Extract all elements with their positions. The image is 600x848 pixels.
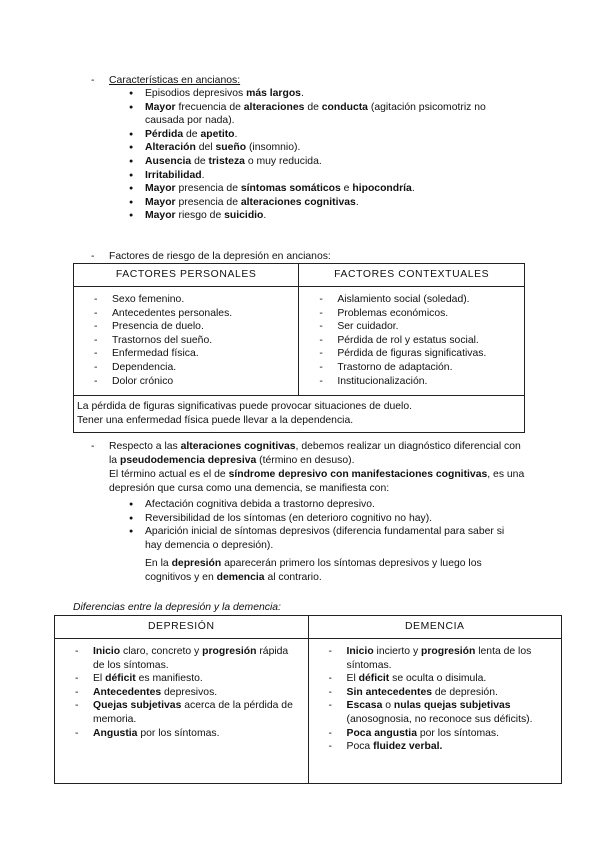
dash-bullet: - — [91, 75, 95, 86]
list-item: - Escasa o nulas quejas subjetivas (anosognosia, no reconoce sus déficits). — [327, 699, 553, 726]
list-item: - Trastornos del sueño. — [92, 334, 298, 348]
section-title-factores: Factores de riesgo de la depresión en ancianos: — [109, 251, 331, 262]
list-item: ● Afectación cognitiva debida a trastorno depresivo. — [129, 498, 521, 512]
depression-vs-dementia-note: En la depresión aparecerán primero los síntomas depresivos y luego los cognitivos y en demencia al contrario. — [145, 558, 482, 583]
header-demencia: DEMENCIA — [308, 616, 561, 639]
list-item: - Angustia por los síntomas. — [73, 727, 294, 741]
list-item: - Institucionalización. — [317, 375, 524, 389]
list-item: ● Aparición inicial de síntomas depresivos (diferencia fundamental para saber si hay demencia o depresión). — [129, 525, 521, 552]
header-personal: FACTORES PERSONALES — [74, 264, 299, 287]
depresion-list — [73, 645, 294, 740]
list-item: - Presencia de duelo. — [92, 320, 298, 334]
risk-factors-table — [73, 263, 525, 433]
header-depresion: DEPRESIÓN — [55, 616, 309, 639]
manifestations-list — [129, 498, 521, 552]
list-item: - Problemas económicos. — [317, 307, 524, 321]
list-item: - Inicio claro, concreto y progresión rápida de los síntomas. — [73, 645, 294, 672]
list-item: - Poca angustia por los síntomas. — [327, 727, 553, 741]
list-item: - Sexo femenino. — [92, 293, 298, 307]
list-item: ● Episodios depresivos más largos. — [129, 87, 519, 101]
list-item: - Inicio incierto y progresión lenta de los síntomas. — [327, 645, 553, 672]
list-item: ● Mayor riesgo de suicidio. — [129, 209, 519, 223]
list-item: ● Ausencia de tristeza o muy reducida. — [129, 155, 519, 169]
list-item: - Dolor crónico — [92, 375, 298, 389]
depresion-cell — [55, 639, 309, 784]
contextual-factors-list — [317, 293, 524, 388]
list-item: - Antecedentes depresivos. — [73, 686, 294, 700]
list-item: - El déficit es manifiesto. — [73, 672, 294, 686]
dash-bullet: - — [91, 251, 95, 262]
dash-bullet: - — [91, 441, 95, 452]
personal-factors-list — [92, 293, 298, 388]
list-item: - Enfermedad física. — [92, 347, 298, 361]
risk-factors-note — [74, 396, 525, 433]
demencia-cell — [308, 639, 561, 784]
note-line-1: La pérdida de figuras significativas puede provocar situaciones de duelo. — [77, 401, 413, 412]
list-item: - Poca fluidez verbal. — [327, 740, 553, 754]
list-item: - Antecedentes personales. — [92, 307, 298, 321]
cognitive-paragraph: Respecto a las alteraciones cognitivas, debemos realizar un diagnóstico diferencial con la pseudodemencia depresiva (término en desuso). — [109, 441, 521, 466]
list-item: ● Reversibilidad de los síntomas (en deterioro cognitivo no hay). — [129, 512, 521, 526]
header-contextual: FACTORES CONTEXTUALES — [299, 264, 525, 287]
list-item: ● Irritabilidad. — [129, 169, 519, 183]
list-item: - Aislamiento social (soledad). — [317, 293, 524, 307]
list-item: - Pérdida de figuras significativas. — [317, 347, 524, 361]
differences-table — [54, 615, 562, 784]
differences-caption: Diferencias entre la depresión y la demencia: — [73, 602, 281, 613]
note-line-2: Tener una enfermedad física puede llevar a la dependencia. — [77, 414, 354, 426]
list-item: ● Pérdida de apetito. — [129, 128, 519, 142]
list-item: - Pérdida de rol y estatus social. — [317, 334, 524, 348]
personal-factors-cell — [74, 287, 299, 396]
characteristics-list — [129, 87, 519, 223]
list-item: ● Mayor presencia de alteraciones cognitivas. — [129, 196, 519, 210]
list-item: - Sin antecedentes de depresión. — [327, 686, 553, 700]
list-item: ● Mayor frecuencia de alteraciones de conducta (agitación psicomotriz no causada por nada). — [129, 101, 519, 128]
list-item: - Ser cuidador. — [317, 320, 524, 334]
list-item: - El déficit se oculta o disimula. — [327, 672, 553, 686]
list-item: - Dependencia. — [92, 361, 298, 375]
list-item: ● Alteración del sueño (insomnio). — [129, 141, 519, 155]
list-item: - Quejas subjetivas acerca de la pérdida de memoria. — [73, 699, 294, 726]
section-title-caracteristicas: Características en ancianos: — [109, 75, 241, 86]
list-item: ● Mayor presencia de síntomas somáticos e hipocondría. — [129, 182, 519, 196]
demencia-list — [327, 645, 553, 754]
contextual-factors-cell — [299, 287, 525, 396]
list-item: - Trastorno de adaptación. — [317, 361, 524, 375]
cognitive-paragraph-2: El término actual es el de síndrome depresivo con manifestaciones cognitivas, es una depresión que cursa como una demencia, se manifiesta con: — [109, 469, 525, 494]
